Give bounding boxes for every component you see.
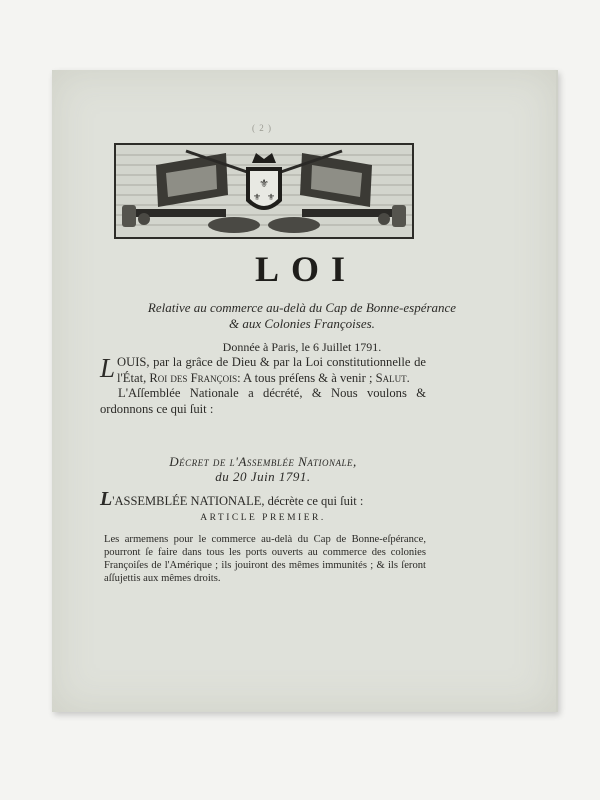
- assembly-decrees-line: [100, 488, 426, 511]
- page-number: ( 2 ): [252, 123, 272, 133]
- assembly-name: 'ASSEMBLÉE NATIONALE: [112, 494, 262, 508]
- king-name: OUIS: [117, 355, 147, 369]
- decree-line-2: du 20 Juin 1791.: [215, 469, 311, 484]
- royal-arms-vignette: [114, 143, 414, 239]
- proclamation-text-1: , par la grâce de Dieu & par la Loi constitutionnelle de l'État,: [117, 355, 426, 385]
- assembly-drop-capital: L: [100, 488, 113, 510]
- salut: Salut.: [375, 370, 410, 385]
- assembly-decreed-paragraph: L'Aſſemblée Nationale a décrété, & Nous voulons & ordonnons ce qui ſuit :: [100, 386, 426, 416]
- article-body: Les armemens pour le commerce au-delà du Cap de Bonne-eſpérance, pourront ſe faire dans tous les ports ouverts au commerce des colonies Françoiſes de l'Amérique ; ils jouiront des mêmes immunités ; & ils ſeront aſſujettis aux mêmes droits.: [104, 534, 426, 584]
- royal-proclamation: [100, 355, 426, 417]
- date-given: Donnée à Paris, le 6 Juillet 1791.: [222, 340, 382, 354]
- document-subtitle: [86, 300, 518, 332]
- document-title: LOI: [254, 249, 358, 289]
- article-title: ARTICLE PREMIER.: [200, 513, 326, 523]
- subtitle-line-1: Relative au commerce au-delà du Cap de Bonne-espérance: [147, 300, 457, 315]
- decree-line-1: Décret de l'Assemblée Nationale,: [169, 454, 357, 469]
- assembly-text: , décrète ce qui ſuit :: [261, 494, 364, 508]
- drop-capital: L: [100, 353, 116, 383]
- royal-title: Roi des François: [149, 370, 238, 385]
- decree-heading: [100, 454, 426, 484]
- proclamation-paragraph: [100, 355, 426, 386]
- proclamation-text-2: : A tous préſens & à venir ;: [237, 370, 373, 385]
- svg-text:⚜: ⚜: [252, 193, 262, 203]
- svg-text:⚜: ⚜: [259, 177, 269, 190]
- subtitle-line-2: & aux Colonies Françoises.: [229, 316, 375, 331]
- svg-text:⚜: ⚜: [266, 193, 276, 203]
